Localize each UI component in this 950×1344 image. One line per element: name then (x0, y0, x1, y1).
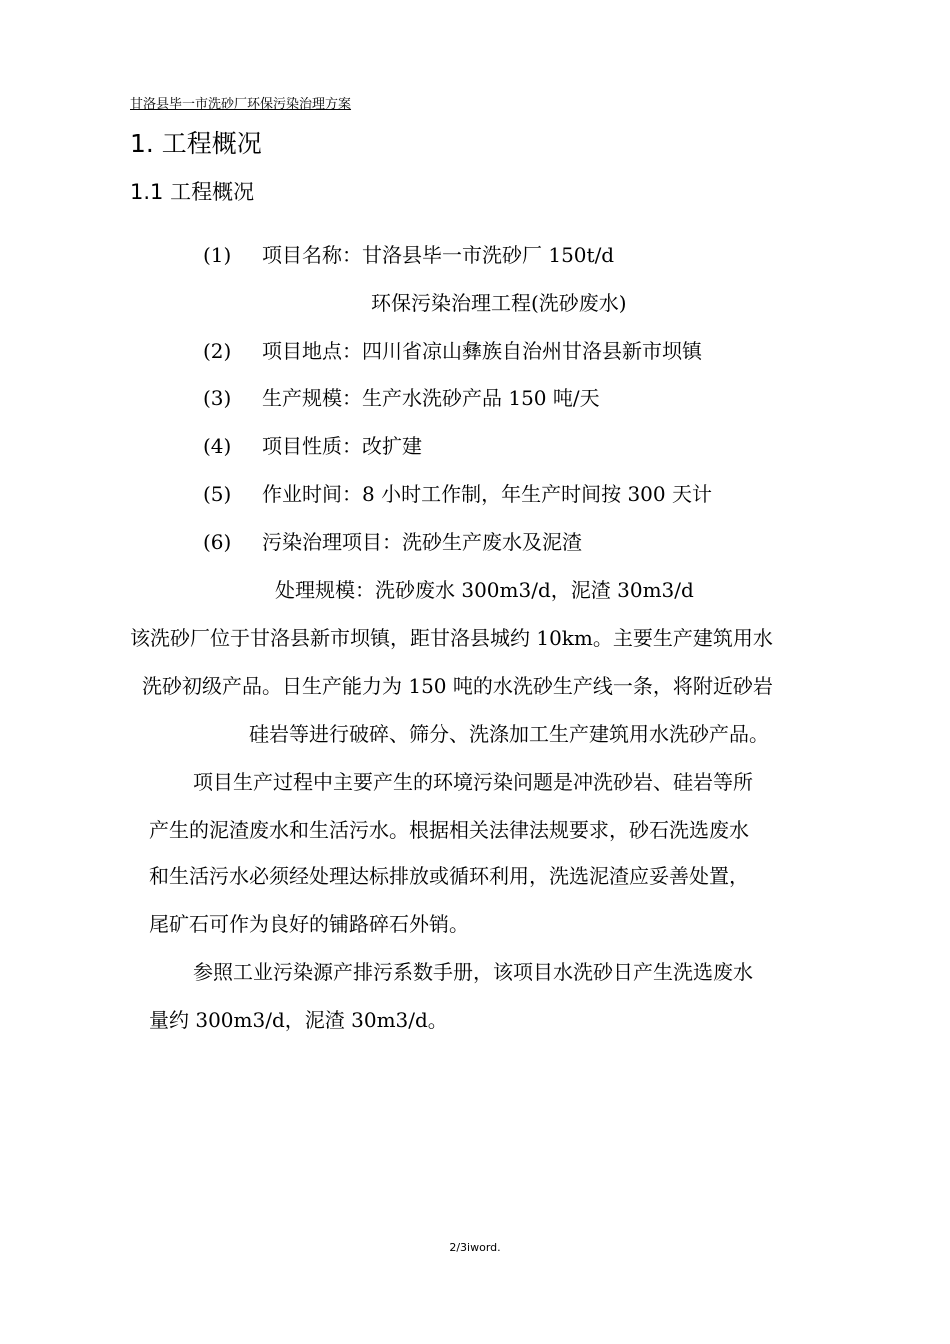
item-number: (4) (203, 434, 232, 458)
item-continuation: 处理规模：洗砂废水 300m3/d，泥渣 30m3/d (275, 578, 694, 602)
paragraph-line: 洗砂初级产品。日生产能力为 150 吨的水洗砂生产线一条，将附近砂岩 (142, 674, 773, 698)
item-number: (2) (203, 339, 232, 363)
item-continuation: 环保污染治理工程(洗砂废水) (371, 291, 627, 315)
item-number: (1) (203, 243, 232, 267)
item-text: 生产规模：生产水洗砂产品 150 吨/天 (262, 386, 600, 410)
item-text: 项目名称：甘洛县毕一市洗砂厂 150t/d (262, 243, 615, 267)
item-number: (6) (203, 530, 232, 554)
paragraph-line: 量约 300m3/d，泥渣 30m3/d。 (149, 1008, 448, 1032)
paragraph-line: 该洗砂厂位于甘洛县新市坝镇，距甘洛县城约 10km。主要生产建筑用水 (130, 626, 773, 650)
item-text: 作业时间：8 小时工作制，年生产时间按 300 天计 (262, 482, 712, 506)
paragraph-line: 和生活污水必须经处理达标排放或循环利用，洗选泥渣应妥善处置， (149, 864, 749, 888)
paragraph-line: 硅岩等进行破碎、筛分、洗涤加工生产建筑用水洗砂产品。 (249, 722, 769, 746)
paragraph-line: 项目生产过程中主要产生的环境污染问题是冲洗砂岩、硅岩等所 (193, 770, 753, 794)
item-number: (5) (203, 482, 232, 506)
item-text: 污染治理项目：洗砂生产废水及泥渣 (262, 530, 582, 554)
paragraph-line: 产生的泥渣废水和生活污水。根据相关法律法规要求，砂石洗选废水 (149, 818, 749, 842)
document-header: 甘洛县毕一市洗砂厂环保污染治理方案 (130, 97, 352, 112)
item-text: 项目地点：四川省凉山彝族自治州甘洛县新市坝镇 (262, 339, 702, 363)
section-title: 1. 工程概况 (130, 129, 262, 158)
item-text: 项目性质：改扩建 (262, 434, 422, 458)
page-footer: 2/3iword. (449, 1241, 501, 1254)
paragraph-line: 尾矿石可作为良好的铺路碎石外销。 (149, 912, 469, 936)
item-number: (3) (203, 386, 232, 410)
paragraph-line: 参照工业污染源产排污系数手册，该项目水洗砂日产生洗选废水 (193, 960, 753, 984)
subsection-title: 1.1 工程概况 (130, 180, 255, 204)
